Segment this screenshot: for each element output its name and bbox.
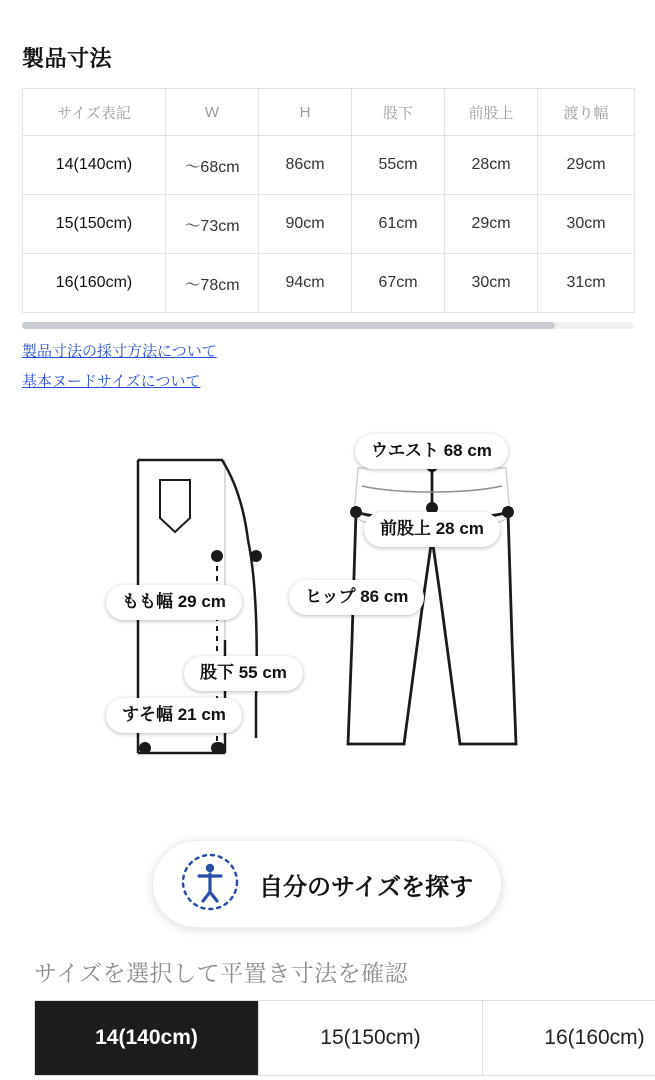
table-header-row <box>23 89 635 136</box>
callout-hem: すそ幅 21 cm <box>106 698 242 733</box>
table-cell: 〜73cm <box>166 195 259 254</box>
table-horizontal-scrollbar[interactable] <box>22 322 634 329</box>
table-cell: 30cm <box>538 195 635 254</box>
callout-waist: ウエスト 68 cm <box>355 434 508 469</box>
scrollbar-thumb[interactable] <box>22 322 555 329</box>
measuring-method-link[interactable]: 製品寸法の採寸方法について <box>22 343 217 360</box>
table-header-cell: H <box>259 89 352 136</box>
size-tab-16[interactable]: 16(160cm) <box>483 1001 655 1075</box>
table-header-cell: W <box>166 89 259 136</box>
table-header-cell: 渡り幅 <box>538 89 635 136</box>
table-cell: 28cm <box>445 136 538 195</box>
callout-front-rise: 前股上 28 cm <box>364 512 500 547</box>
table-cell: 90cm <box>259 195 352 254</box>
table-cell: 30cm <box>445 254 538 313</box>
size-table <box>22 88 635 313</box>
size-selector-title: サイズを選択して平置き寸法を確認 <box>34 960 409 986</box>
callout-inseam: 股下 55 cm <box>184 656 303 691</box>
page-title: 製品寸法 <box>22 46 113 71</box>
table-cell: 86cm <box>259 136 352 195</box>
measurement-diagram <box>0 408 655 798</box>
table-cell: 16(160cm) <box>23 254 166 313</box>
table-cell: 14(140cm) <box>23 136 166 195</box>
table-cell: 〜68cm <box>166 136 259 195</box>
table-header-cell: 前股上 <box>445 89 538 136</box>
table-cell: 31cm <box>538 254 635 313</box>
table-cell: 15(150cm) <box>23 195 166 254</box>
find-my-size-button[interactable] <box>152 840 502 928</box>
table-cell: 67cm <box>352 254 445 313</box>
table-cell: 〜78cm <box>166 254 259 313</box>
callout-hip: ヒップ 86 cm <box>289 580 424 615</box>
table-row <box>23 136 635 195</box>
size-selector-tabs <box>34 1000 655 1076</box>
table-cell: 61cm <box>352 195 445 254</box>
table-cell: 29cm <box>538 136 635 195</box>
table-cell: 29cm <box>445 195 538 254</box>
nude-size-link[interactable]: 基本ヌードサイズについて <box>22 373 201 390</box>
find-my-size-label: 自分のサイズを探す <box>259 873 474 901</box>
size-tab-14[interactable]: 14(140cm) <box>35 1001 259 1075</box>
table-cell: 55cm <box>352 136 445 195</box>
person-measure-icon <box>179 851 241 918</box>
table-row <box>23 254 635 313</box>
size-table-container <box>22 88 634 313</box>
table-header-cell: サイズ表記 <box>23 89 166 136</box>
table-row <box>23 195 635 254</box>
table-cell: 94cm <box>259 254 352 313</box>
size-tab-15[interactable]: 15(150cm) <box>259 1001 483 1075</box>
callout-thigh: もも幅 29 cm <box>106 585 242 620</box>
table-header-cell: 股下 <box>352 89 445 136</box>
